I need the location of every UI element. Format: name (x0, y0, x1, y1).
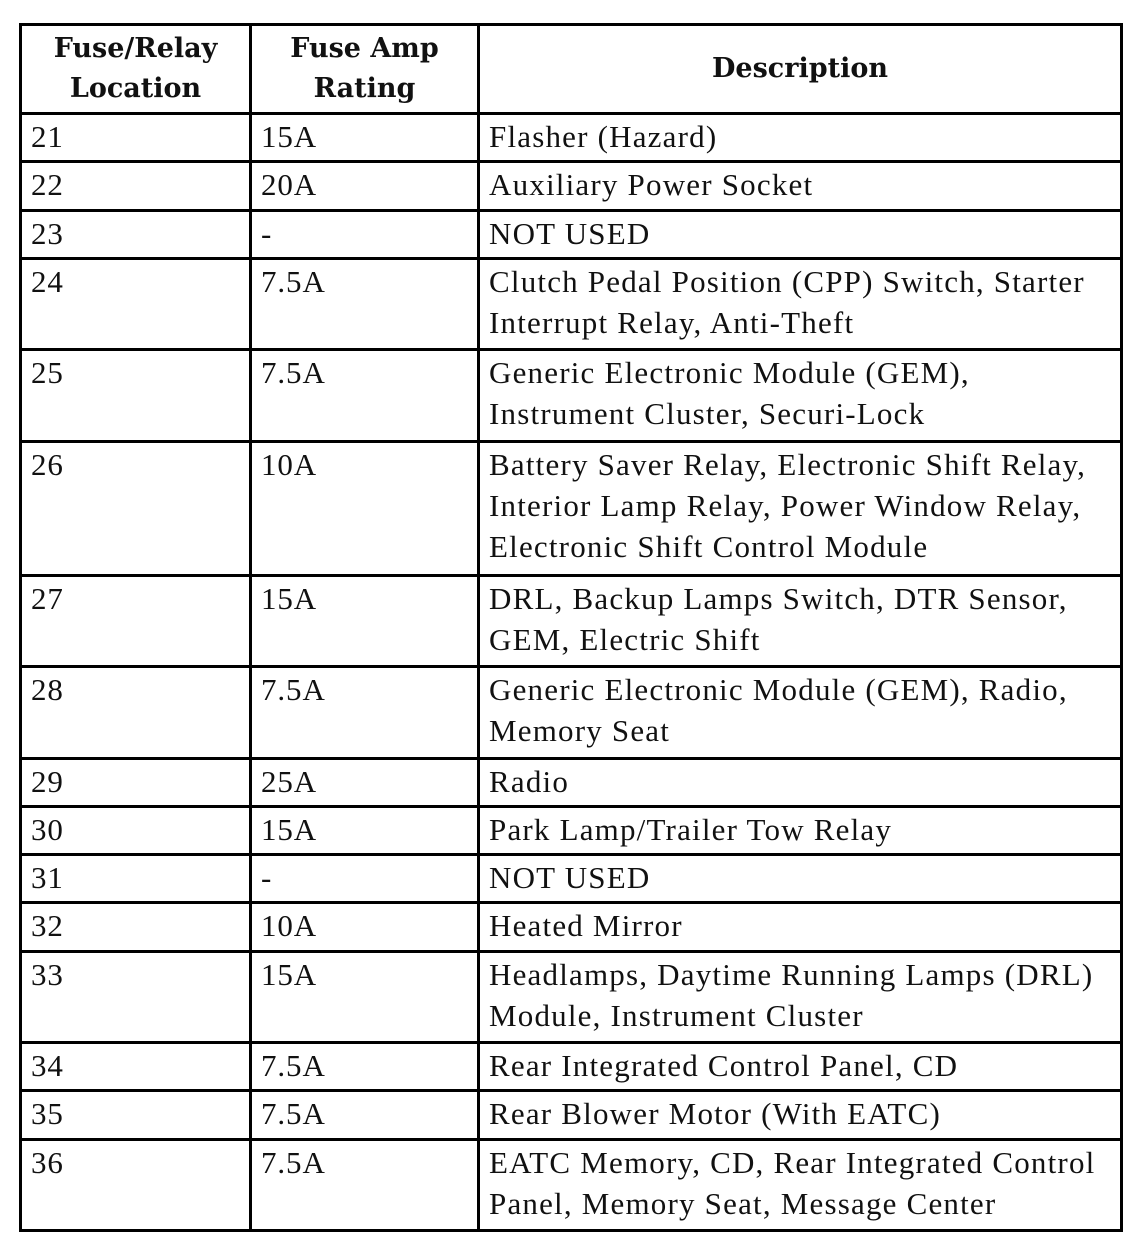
table-row (21, 667, 1122, 758)
description-cell: Flasher (Hazard) (479, 114, 1122, 162)
rating-cell: 10A (251, 441, 479, 575)
location-cell: 31 (21, 855, 251, 903)
description-cell: Battery Saver Relay, Electronic Shift Relay, Interior Lamp Relay, Power Window Relay, Electronic Shift Control Module (479, 441, 1122, 575)
header-rating: Fuse Amp Rating (251, 25, 479, 114)
rating-cell: 7.5A (251, 1091, 479, 1139)
fuse-table (19, 23, 1123, 1232)
description-cell: Heated Mirror (479, 903, 1122, 951)
table-row (21, 806, 1122, 854)
location-cell: 21 (21, 114, 251, 162)
location-cell: 27 (21, 575, 251, 666)
rating-cell: 15A (251, 114, 479, 162)
table-row (21, 758, 1122, 806)
location-cell: 24 (21, 258, 251, 349)
rating-cell: 7.5A (251, 667, 479, 758)
description-cell: Rear Integrated Control Panel, CD (479, 1042, 1122, 1090)
table-row (21, 1139, 1122, 1230)
table-row (21, 162, 1122, 210)
description-cell: Generic Electronic Module (GEM), Instrument Cluster, Securi-Lock (479, 350, 1122, 441)
description-cell: Headlamps, Daytime Running Lamps (DRL) Module, Instrument Cluster (479, 951, 1122, 1042)
table-row (21, 903, 1122, 951)
rating-cell: 15A (251, 951, 479, 1042)
description-cell: NOT USED (479, 210, 1122, 258)
description-cell: Park Lamp/Trailer Tow Relay (479, 806, 1122, 854)
rating-cell: 25A (251, 758, 479, 806)
location-cell: 25 (21, 350, 251, 441)
location-cell: 23 (21, 210, 251, 258)
header-description: Description (479, 25, 1122, 114)
location-cell: 34 (21, 1042, 251, 1090)
table-row (21, 258, 1122, 349)
table-row (21, 951, 1122, 1042)
rating-cell: - (251, 855, 479, 903)
location-cell: 22 (21, 162, 251, 210)
location-cell: 36 (21, 1139, 251, 1230)
rating-cell: - (251, 210, 479, 258)
description-cell: EATC Memory, CD, Rear Integrated Control Panel, Memory Seat, Message Center (479, 1139, 1122, 1230)
rating-cell: 7.5A (251, 1139, 479, 1230)
table-row (21, 441, 1122, 575)
location-cell: 35 (21, 1091, 251, 1139)
header-row (21, 25, 1122, 114)
rating-cell: 7.5A (251, 350, 479, 441)
description-cell: NOT USED (479, 855, 1122, 903)
location-cell: 32 (21, 903, 251, 951)
table-row (21, 575, 1122, 666)
location-cell: 29 (21, 758, 251, 806)
description-cell: DRL, Backup Lamps Switch, DTR Sensor, GEM, Electric Shift (479, 575, 1122, 666)
location-cell: 33 (21, 951, 251, 1042)
rating-cell: 10A (251, 903, 479, 951)
table-row (21, 210, 1122, 258)
location-cell: 28 (21, 667, 251, 758)
rating-cell: 20A (251, 162, 479, 210)
header-location: Fuse/Relay Location (21, 25, 251, 114)
location-cell: 30 (21, 806, 251, 854)
description-cell: Clutch Pedal Position (CPP) Switch, Starter Interrupt Relay, Anti-Theft (479, 258, 1122, 349)
description-cell: Generic Electronic Module (GEM), Radio, Memory Seat (479, 667, 1122, 758)
description-cell: Radio (479, 758, 1122, 806)
table-row (21, 855, 1122, 903)
description-cell: Rear Blower Motor (With EATC) (479, 1091, 1122, 1139)
rating-cell: 7.5A (251, 1042, 479, 1090)
table-row (21, 114, 1122, 162)
description-cell: Auxiliary Power Socket (479, 162, 1122, 210)
table-row (21, 1091, 1122, 1139)
table-row (21, 350, 1122, 441)
rating-cell: 15A (251, 806, 479, 854)
table-row (21, 1042, 1122, 1090)
rating-cell: 15A (251, 575, 479, 666)
location-cell: 26 (21, 441, 251, 575)
rating-cell: 7.5A (251, 258, 479, 349)
